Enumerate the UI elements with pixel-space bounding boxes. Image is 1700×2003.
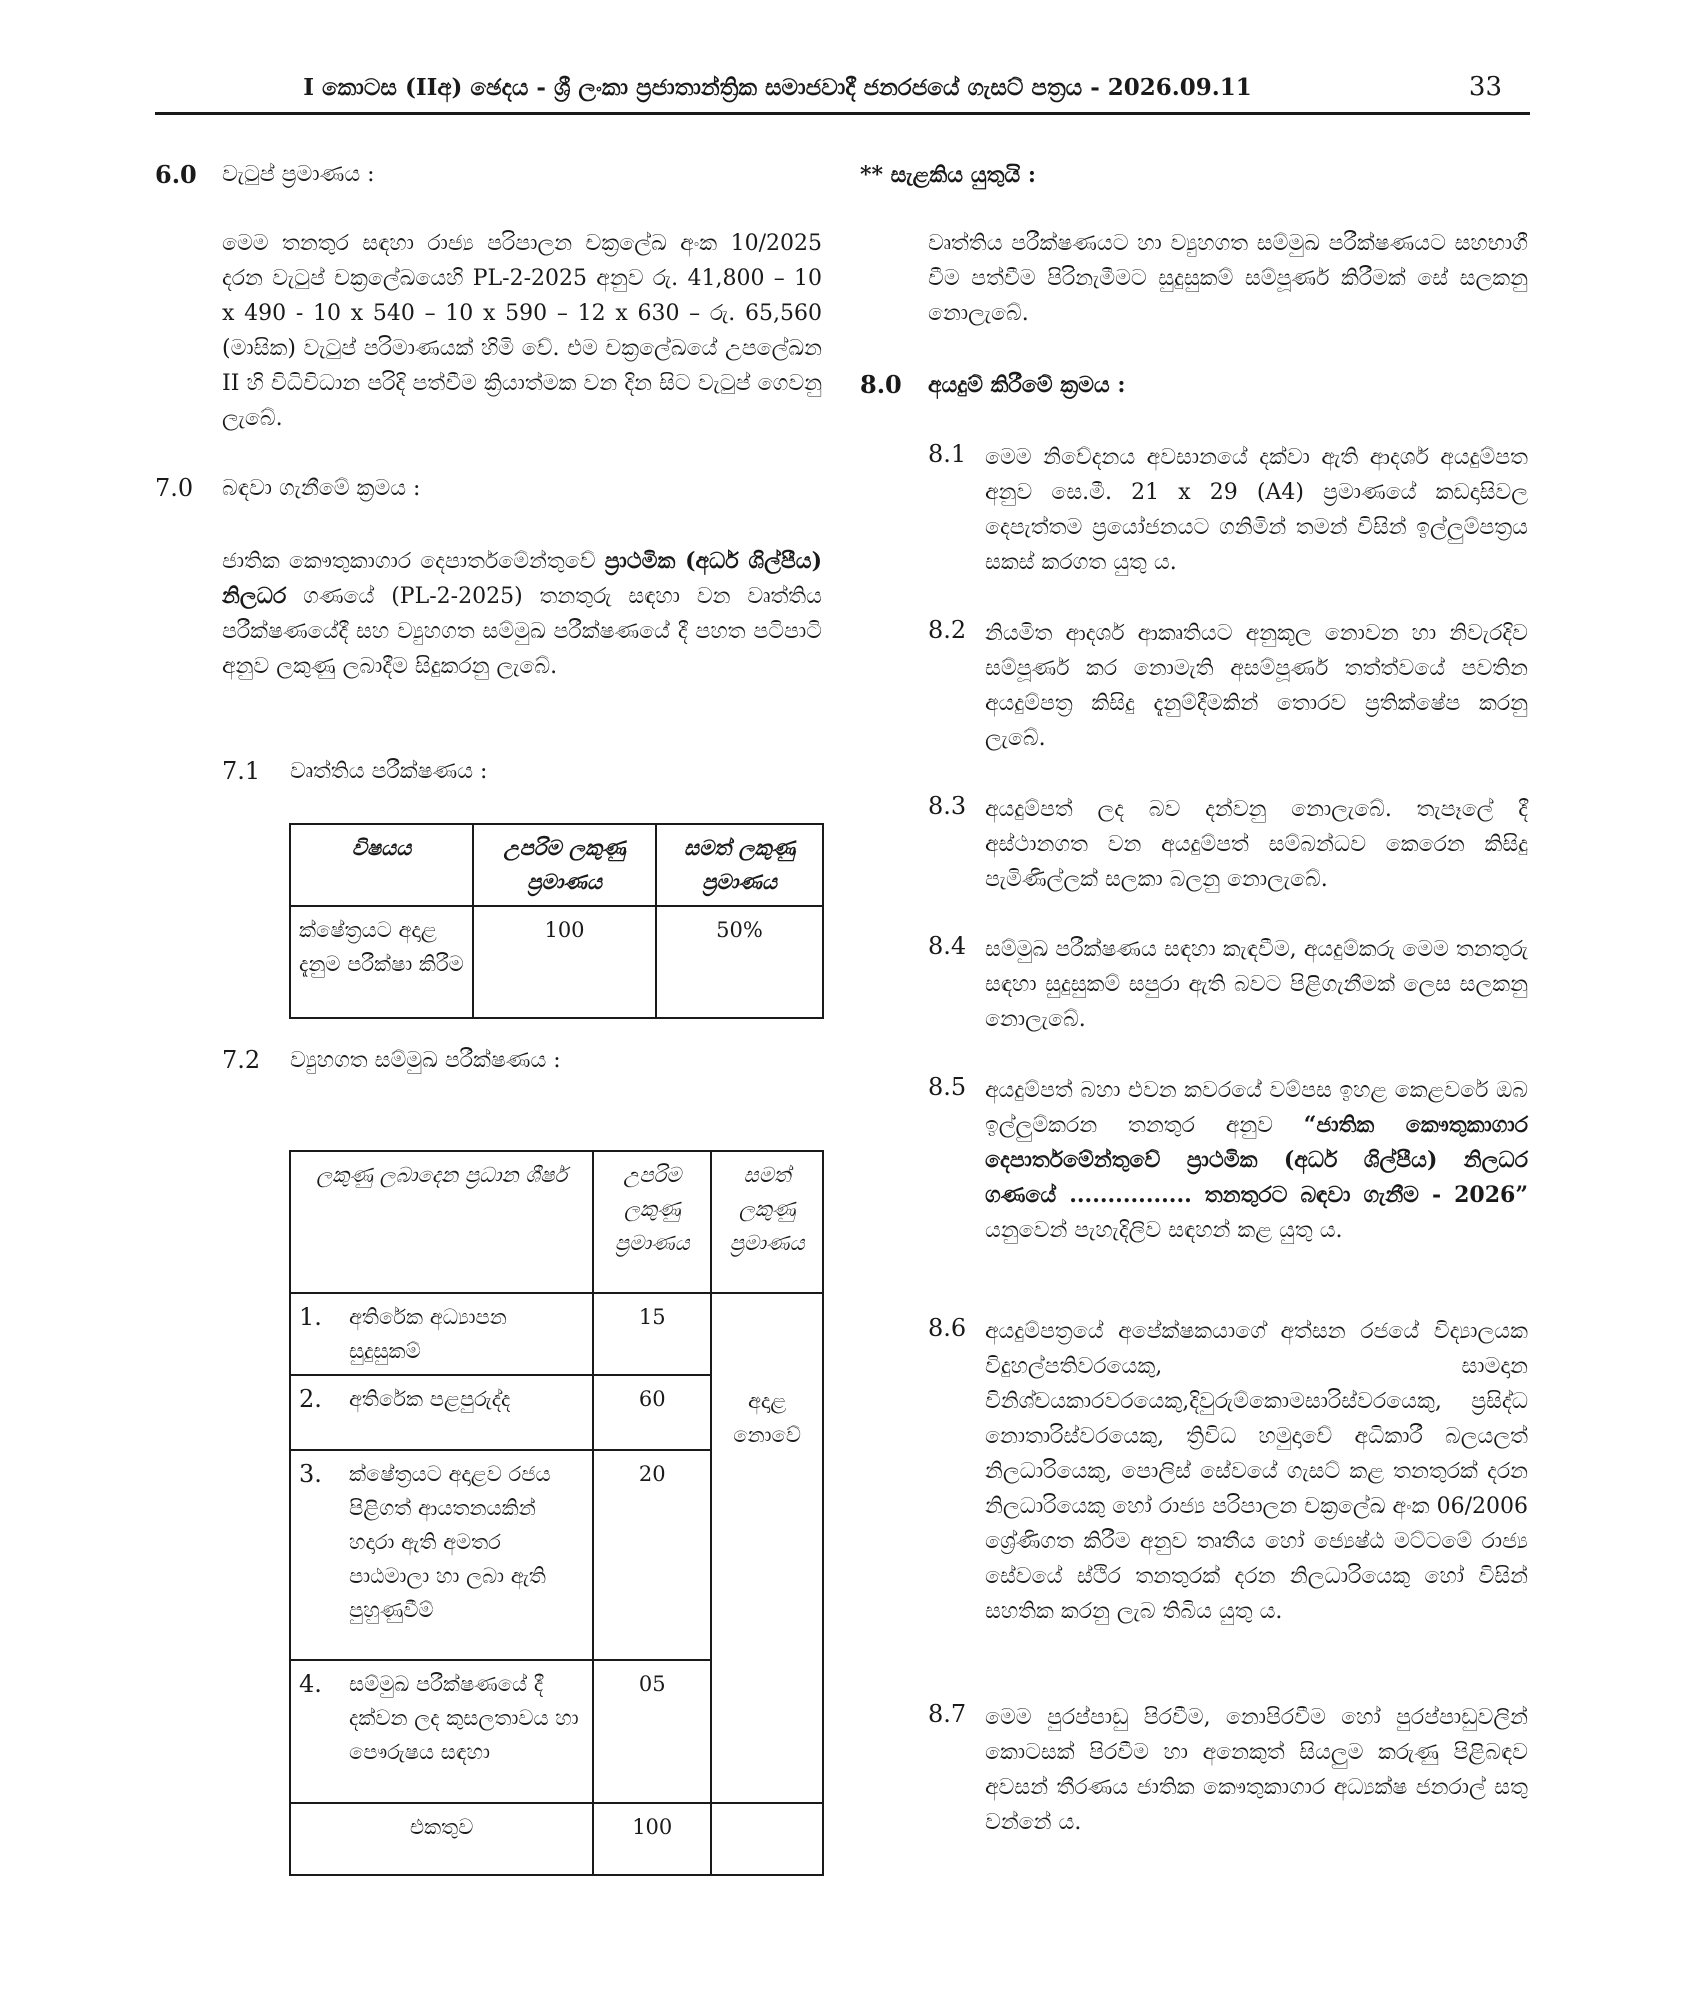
- section-8-heading: අයදුම් කිරීමේ ක්‍රමය :: [928, 372, 1126, 398]
- section-7-body-bold: ප්‍රාථමික (අර්ධ ශිල්පීය) නිලධර: [222, 548, 822, 609]
- page-header: [155, 74, 1530, 112]
- vt-header-max: උපරිම ලකුණු ප්‍රමාණය: [473, 824, 656, 906]
- it-total-empty: [711, 1803, 823, 1875]
- section-7-1-number: 7.1: [222, 757, 261, 785]
- section-7-2-number: 7.2: [222, 1046, 261, 1074]
- vt-cell-subject: ක්ෂේත්‍රයට අදාළ දැනුම පරීක්ෂා කිරීම: [290, 906, 473, 1018]
- item-8-6-text: අයදුම්පත්‍රයේ අපේක්ෂකයාගේ අත්සන රජයේ විද්‍යාලයක විදුහල්පතිවරයෙකු, සාමදාන විනිශ්චයකාරවරයෙකු,දිවුරුම්කොමසාරිස්වරයෙකු, ප්‍රසිද්ධ නොතාරිස්වරයෙකු, ත්‍රිවිධ හමුදාවේ අධිකාරී බලයලත් නිලධාරියෙකු, පොලිස් සේවයේ ගැසට් කළ තනතුරක් දරන නිලධාරියෙකු හෝ රාජ්‍ය පරිපාලන චක්‍රලේඛ අංක 06/2006 ශ්‍රේණිගත කිරීම අනුව තෘතීය හෝ ජ්‍යෙෂ්ඨ මට්ටමේ රාජ්‍ය සේවයේ ස්ථිර තනතුරක් දරන නිලධාරියෙකු හෝ විසින් සහතික කරනු ලැබ තිබිය යුතු ය.: [985, 1319, 1528, 1624]
- interview-table: [289, 1150, 824, 1876]
- it-row-2-number: 2.: [290, 1375, 341, 1450]
- section-6-heading: වැටුප් ප්‍රමාණය :: [222, 162, 375, 187]
- item-8-5-text-b: යනුවෙන් පැහැදිලිව සඳහන් කළ යුතු ය.: [985, 1218, 1343, 1243]
- it-row-1-label: අතිරේක අධ්‍යාපන සුදුසුකම්: [341, 1293, 593, 1375]
- header-divider: [155, 112, 1530, 115]
- section-7-body: [222, 544, 822, 684]
- note-body: වෘත්තිය පරීක්ෂණයට හා ව්‍යුහගත සම්මුඛ පරීක්ෂණයට සහභාගී වීම පත්වීම පිරිනැමීමට සුදුසුකම් සම්පූර්ණ කිරීමක් සේ සලකනු නොලැබේ.: [928, 231, 1528, 326]
- it-row-1-number: 1.: [290, 1293, 341, 1375]
- item-8-6-number: 8.6: [928, 1314, 967, 1342]
- note-heading: ** සැළකිය යුතුයි :: [860, 162, 1037, 188]
- vocational-test-table: [289, 823, 824, 1019]
- vt-cell-pass: 50%: [656, 906, 823, 1018]
- page-number: 33: [1468, 72, 1502, 102]
- item-8-1-text: මෙම නිවේදනය අවසානයේ දක්වා ඇති ආදර්ශ අයදුම්පත අනුව සෙ.මී. 21 x 29 (A4) ප්‍රමාණයේ කඩදාසිවල දෙපැත්තම ප්‍රයෝජනයට ගනිමින් තමන් විසින් ඉල්ලුම්පත්‍රය සකස් කරගත යුතු ය.: [985, 445, 1528, 575]
- item-8-1-number: 8.1: [928, 440, 967, 468]
- item-8-5-text-a: අයදුම්පත් බහා එවන කවරයේ වම්පස ඉහළ කෙළවරේ ඔබ ඉල්ලුම්කරන තනතුර අනුව: [985, 1078, 1528, 1138]
- item-8-2-text: නියමිත ආදර්ශ ආකෘතියට අනුකූල නොවන හා නිවැරදිව සම්පූර්ණ කර නොමැති අසම්පූර්ණ තත්ත්වයේ පවතින අයදුම්පත්‍ර කිසිදු දැනුම්දීමකින් තොරව ප්‍රතික්ෂේප කරනු ලැබේ.: [985, 621, 1528, 751]
- it-header-max: උපරිම ලකුණු ප්‍රමාණය: [593, 1151, 711, 1293]
- item-8-5-number: 8.5: [928, 1073, 967, 1101]
- section-7-heading: බඳවා ගැනීමේ ක්‍රමය :: [222, 476, 421, 501]
- gazette-title: I කොටස (IIඅ) ඡෙදය - ශ්‍රී ලංකා ප්‍රජාතාන්ත්‍රික සමාජවාදී ජනරජයේ ගැසට් පත්‍රය - 2026.09.11: [303, 74, 1252, 101]
- section-7-number: 7.0: [155, 474, 194, 502]
- it-row-2-max: 60: [593, 1375, 711, 1450]
- item-8-7-number: 8.7: [928, 1700, 967, 1728]
- it-row-4-label: සම්මුඛ පරීක්ෂණයේ දී දක්වන ලද කුසලතාවය හා පෞරුෂය සඳහා: [341, 1660, 593, 1803]
- section-7-2-heading: ව්‍යුහගත සම්මුඛ පරීක්ෂණය :: [290, 1048, 561, 1073]
- it-header-pass: සමත් ලකුණු ප්‍රමාණය: [711, 1151, 823, 1293]
- item-8-4-number: 8.4: [928, 932, 967, 960]
- it-total-label: එකතුව: [290, 1803, 593, 1875]
- it-row-1-max: 15: [593, 1293, 711, 1375]
- vt-header-subject: විෂයය: [290, 824, 473, 906]
- section-6-body: මෙම තනතුර සඳහා රාජ්‍ය පරිපාලන චක්‍රලේඛ අංක 10/2025 දරන වැටුප් චක්‍රලේඛයෙහි PL-2-2025 අනුව රු. 41,800 – 10 x 490 - 10 x 540 – 10 x 590 – 12 x 630 – රු. 65,560 (මාසික) වැටුප් පරිමාණයක් හිමි වේ. එම චක්‍රලේඛයේ උපලේඛන II හි විධිවිධාන පරිදි පත්වීම ක්‍රියාත්මක වන දින සිට වැටුප් ගෙවනු ලැබේ.: [222, 231, 822, 431]
- section-8-number: 8.0: [860, 370, 902, 399]
- it-row-4-max: 05: [593, 1660, 711, 1803]
- it-header-heads: ලකුණු ලබාදෙන ප්‍රධාන ශීර්ෂ: [290, 1151, 593, 1293]
- it-row-3-max: 20: [593, 1450, 711, 1660]
- item-8-3-number: 8.3: [928, 792, 967, 820]
- it-row-2-label: අතිරේක පළපුරුද්ද: [341, 1375, 593, 1450]
- item-8-4-text: සම්මුඛ පරීක්ෂණය සඳහා කැඳවීම, අයදුම්කරු මෙම තනතුරු සඳහා සුදුසුකම් සපුරා ඇති බවට පිළිගැනීමක් ලෙස සලකනු නොලැබේ.: [985, 937, 1528, 1032]
- section-6-number: 6.0: [155, 160, 197, 189]
- section-7-1-heading: වෘත්තිය පරීක්ෂණය :: [290, 759, 488, 784]
- it-row-3-label: ක්ෂේත්‍රයට අදාළව රජය පිළිගත් ආයතනයකින් හදාරා ඇති අමතර පාඨමාලා හා ලබා ඇති පුහුණුවීම්: [341, 1450, 593, 1660]
- vt-header-pass: සමත් ලකුණු ප්‍රමාණය: [656, 824, 823, 906]
- it-row-3-number: 3.: [290, 1450, 341, 1660]
- vt-cell-max: 100: [473, 906, 656, 1018]
- section-7-body-a: ජාතික කෞතුකාගාර දෙපාර්තමේන්තුවේ: [222, 549, 605, 574]
- item-8-5-text: [985, 1073, 1528, 1248]
- item-8-5-text-bold: “ජාතික කෞතුකාගාර දෙපාර්තමේන්තුවේ ප්‍රාථමික (අර්ධ ශිල්පීය) නිලධර ගණයේ ................ තනතුරට බඳවා ගැනීම - 2026”: [985, 1112, 1528, 1208]
- section-7-body-b: ගණයේ (PL-2-2025) තනතුරු සඳහා වන වෘත්තිය පරීක්ෂණයේදී සහ ව්‍යුහගත සම්මුඛ පරීක්ෂණයේ දී පහත පටිපාටි අනුව ලකුණු ලබාදීම සිදුකරනු ලැබේ.: [222, 584, 822, 679]
- it-row-4-number: 4.: [290, 1660, 341, 1803]
- item-8-3-text: අයදුම්පත් ලද බව දන්වනු නොලැබේ. තැපෑලේ දී අස්ථානගත වන අයදුම්පත් සම්බන්ධව කෙරෙන කිසිදු පැමිණිල්ලක් සලකා බලනු නොලැබේ.: [985, 797, 1528, 892]
- it-total-value: 100: [593, 1803, 711, 1875]
- it-pass-note: අදාළ නොවේ: [711, 1293, 823, 1803]
- item-8-2-number: 8.2: [928, 616, 967, 644]
- item-8-7-text: මෙම පුරප්පාඩු පිරවීම, නොපිරවීම හෝ පුරප්පාඩුවලින් කොටසක් පිරවීම හා අනෙකුත් සියලුම කරුණු පිළිබඳව අවසන් තීරණය ජාතික කෞතුකාගාර අධ්‍යක්ෂ ජනරාල් සතු වන්නේ ය.: [985, 1705, 1528, 1835]
